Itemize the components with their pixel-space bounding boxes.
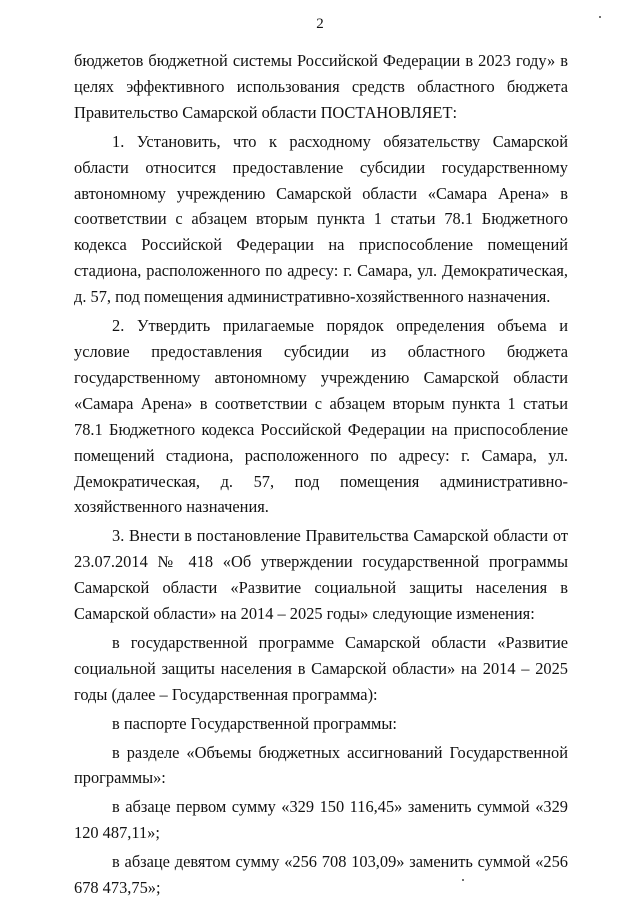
clause-2-paragraph: 2. Утвердить прилагаемые порядок определения объема и условие предоставления субсидии из областного бюджета государственному автономному учреждению Самарской области «Самара Арена» в соответствии с абзацем вторым пункта 1 статьи 78.1 Бюджетного кодекса Российской Федерации на приспособление помещений стадиона, расположенного по адресу: г. Самара, ул. Демократическая, д. 57, под помещения административно-хозяйственного назначения. [74, 316, 568, 517]
section-paragraph: в разделе «Объемы бюджетных ассигнований Государственной программы»: [74, 742, 568, 788]
scan-speck [599, 16, 601, 18]
passport-paragraph: в паспорте Государственной программы: [112, 713, 397, 733]
intro-paragraph: бюджетов бюджетной системы Российской Федерации в 2023 году» в целях эффективного использования средств областного бюджета Правительство Самарской области ПОСТАНОВЛЯЕТ: [74, 51, 568, 122]
scan-speck [462, 879, 464, 881]
ninth-sum-paragraph: в абзаце девятом сумму «256 708 103,09» заменить суммой «256 678 473,75»; [74, 852, 568, 898]
page-number: 2 [316, 16, 324, 32]
clause-3-paragraph: 3. Внести в постановление Правительства Самарской области от 23.07.2014 № 418 «Об утверждении государственной программы Самарской области «Развитие социальной защиты населения в Самарской области» на 2014 – 2025 годы» следующие изменения: [74, 526, 568, 624]
document-body [74, 48, 568, 901]
clause-1-paragraph: 1. Установить, что к расходному обязательству Самарской области относится предоставление субсидии государственному автономному учреждению Самарской области «Самара Арена» в соответствии с абзацем вторым пункта 1 статьи 78.1 Бюджетного кодекса Российской Федерации на приспособление помещений стадиона, расположенного по адресу: г. Самара, ул. Демократическая, д. 57, под помещения административно-хозяйственного назначения. [74, 131, 568, 307]
first-sum-paragraph: в абзаце первом сумму «329 150 116,45» заменить суммой «329 120 487,11»; [74, 797, 568, 843]
program-paragraph: в государственной программе Самарской области «Развитие социальной защиты населения в Самарской области» на 2014 – 2025 годы (далее – Государственная программа): [74, 632, 568, 704]
